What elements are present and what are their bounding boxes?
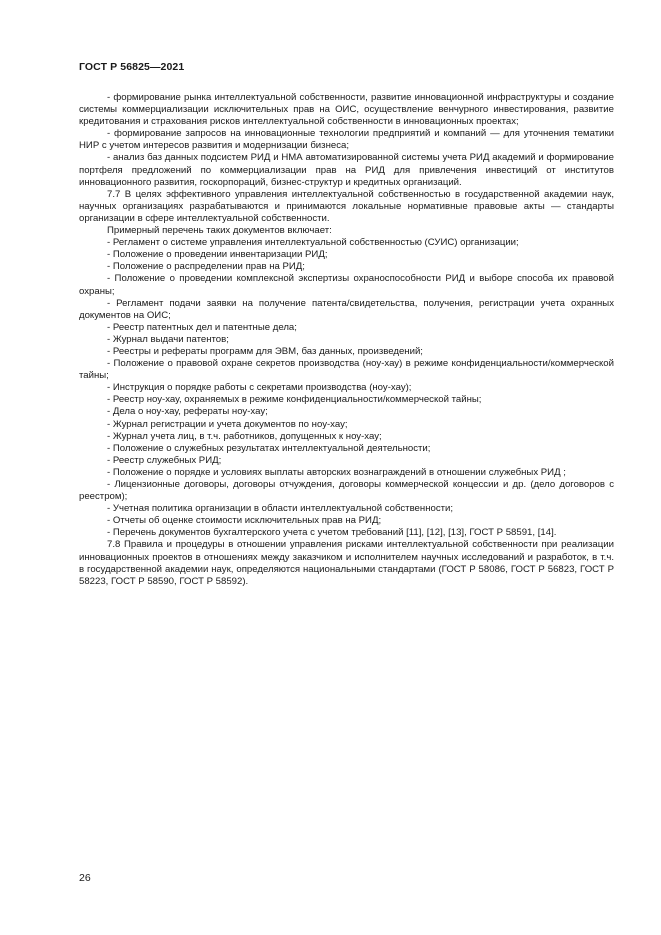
paragraph: - формирование запросов на инновационные технологии предприятий и компаний — для уточнения тематики НИР с учетом интересов развития и модернизации бизнеса;: [79, 128, 614, 152]
list-item: - Лицензионные договоры, договоры отчуждения, договоры коммерческой концессии и др. (дело договоров с реестром);: [79, 479, 614, 503]
paragraph: 7.7 В целях эффективного управления интеллектуальной собственностью в государственной академии наук, научных организациях разрабатываются и принимаются локальные нормативные правовые акты — стандарты организации в сфере интеллектуальной собственности.: [79, 188, 614, 224]
list-item: - Реестр патентных дел и патентные дела;: [107, 321, 297, 333]
list-item: - Положение о служебных результатах интеллектуальной деятельности;: [107, 442, 431, 454]
list-item: - Положение о проведении комплексной экспертизы охраноспособности РИД и выборе способа их правовой охраны;: [79, 273, 614, 297]
list-item: - Положение о правовой охране секретов производства (ноу-хау) в режиме конфиденциальности/коммерческой тайны;: [79, 358, 614, 382]
list-item: - Регламент о системе управления интеллектуальной собственностью (СУИС) организации;: [107, 237, 519, 249]
list-item: - Журнал выдачи патентов;: [107, 333, 229, 345]
list-item: - Перечень документов бухгалтерского учета с учетом требований [11], [12], [13], ГОСТ Р 58591, [14].: [107, 527, 557, 539]
paragraph: - анализ баз данных подсистем РИД и НМА автоматизированной системы учета РИД академий и формирование портфеля предложений по коммерциализации прав на РИД для привлечения инвестиций от институтов инновационного развития, госкорпораций, бизнес-структур и кредитных организаций.: [79, 152, 614, 188]
list-item: - Положение о проведении инвентаризации РИД;: [107, 249, 328, 261]
paragraph: Примерный перечень таких документов включает:: [107, 225, 332, 237]
document-header: ГОСТ Р 56825—2021: [79, 61, 185, 73]
list-item: - Дела о ноу-хау, рефераты ноу-хау;: [107, 406, 268, 418]
list-item: - Положение о распределении прав на РИД;: [107, 261, 305, 273]
paragraph: 7.8 Правила и процедуры в отношении управления рисками интеллектуальной собственности при реализации инновационных проектов в отношениях между заказчиком и исполнителем научных исследований и разработок, в т.ч. в государственной академии наук, определяются национальными стандартами (ГОСТ Р 58086, ГОСТ Р 56823, ГОСТ Р 58223, ГОСТ Р 58590, ГОСТ Р 58592).: [79, 539, 614, 587]
list-item: - Отчеты об оценке стоимости исключительных прав на РИД;: [107, 515, 382, 527]
list-item: - Регламент подачи заявки на получение патента/свидетельства, получения, регистрации учета охранных документов на ОИС;: [79, 297, 614, 321]
list-item: - Реестр служебных РИД;: [107, 454, 222, 466]
list-item: - Положение о порядке и условиях выплаты авторских вознаграждений в отношении служебных РИД ;: [107, 466, 566, 478]
list-item: - Инструкция о порядке работы с секретами производства (ноу-хау);: [107, 382, 412, 394]
list-item: - Реестр ноу-хау, охраняемых в режиме конфиденциальности/коммерческой тайны;: [107, 394, 482, 406]
list-item: - Журнал учета лиц, в т.ч. работников, допущенных к ноу-хау;: [107, 430, 382, 442]
list-item: - Реестры и рефераты программ для ЭВМ, баз данных, произведений;: [107, 345, 423, 357]
list-item: - Журнал регистрации и учета документов по ноу-хау;: [107, 418, 348, 430]
page-number: 26: [79, 872, 91, 884]
list-item: - Учетная политика организации в области интеллектуальной собственности;: [107, 503, 454, 515]
paragraph: - формирование рынка интеллектуальной собственности, развитие инновационной инфраструктуры и создание системы коммерциализации исключительных прав на ОИС, осуществление венчурного инвестирования, развитие кредитования и страхования рисков интеллектуальной собственности в инновационных проектах;: [79, 92, 614, 128]
document-body: [79, 92, 614, 588]
